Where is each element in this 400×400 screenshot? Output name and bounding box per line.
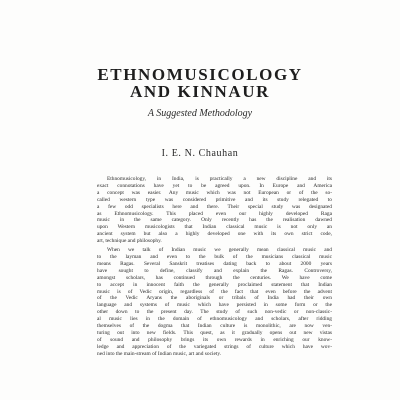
article-subtitle: A Suggested Methodology [147, 108, 253, 119]
paragraph-line: ned into the main-stream of Indian music, art and society. [97, 350, 222, 357]
paragraph-line: exact connotations have yet to be agreed upon. In Europe and America [97, 182, 332, 189]
paragraph-line: to the layman and even to the bulk of the musicians classical music [97, 253, 332, 260]
paragraph-line: music in the same category. Only recently has the realisation dawned [97, 217, 332, 224]
paragraph-line: al music lies in the domain of ethnomusicology and scholars, after ridding [97, 316, 332, 323]
paragraph-line: means Ragas. Several Sanskrit treatises dating back to about 2000 years [97, 260, 332, 267]
paragraph-line: of sound and philosophy brings its own rewards in enriching our know- [97, 336, 332, 343]
article-author: I. E. N. Chauhan [161, 148, 239, 159]
paragraph-line: art, technique and philosophy. [97, 238, 162, 245]
article-title-line-1: ETHNOMUSICOLOGY [97, 65, 303, 84]
paragraph-line: as Ethnomusicology. This placed even our highly developed Raga [97, 210, 332, 217]
paragraph-line: of the Vedic Aryans the aboriginals or tribals of India had their own [97, 295, 332, 302]
paragraph-line: ledge and appreciation of the variegated strings of culture which have wov- [97, 343, 332, 350]
paragraph-line: to accept in innocent faith the generally proclaimed statement that Indian [97, 281, 332, 288]
article-body [97, 176, 332, 360]
paragraph-line: other down to the present day. The study of such non-vedic or non-classic- [97, 309, 332, 316]
paragraph-line: Ethnomusicology, in India, is practically a new discipline and its [107, 176, 332, 182]
paragraph-line: called western type was considered primitive and its study relegated to [97, 196, 332, 203]
paragraph-line: amongst scholars, has continued through the centuries. We have come [97, 274, 332, 281]
article-title-line-2: AND KINNAUR [130, 82, 270, 101]
paragraph-line: upon Western musicologists that Indian classical music is not only an [97, 224, 332, 231]
paragraph-line: music is of Vedic origin, regardless of the fact that even before the advent [97, 288, 332, 295]
paragraph-line: turing out into new fields. This quest, as it gradually opens out new vistas [97, 329, 332, 336]
paragraph-line: themselves of the dogma that Indian culture is monolithic, are now ven- [97, 323, 332, 330]
paragraph-line: a few odd specialists here and there. Their special study was designated [97, 203, 332, 210]
body-paragraph-1 [97, 176, 332, 245]
paragraph-line: language and systems of music which have persisted in some form or the [97, 302, 332, 309]
paragraph-line: a concept was easier. Any music which was not European or of the so- [97, 189, 332, 196]
article-title [0, 66, 400, 100]
paragraph-line: ancient system but also a highly developed one with its own strict code, [97, 231, 332, 238]
paragraph-line: When we talk of Indian music we generally mean classical music and [107, 247, 332, 254]
paragraph-line: have sought to define, classify and explain the Ragas. Controversy, [97, 267, 332, 274]
body-paragraph-2 [97, 247, 332, 358]
